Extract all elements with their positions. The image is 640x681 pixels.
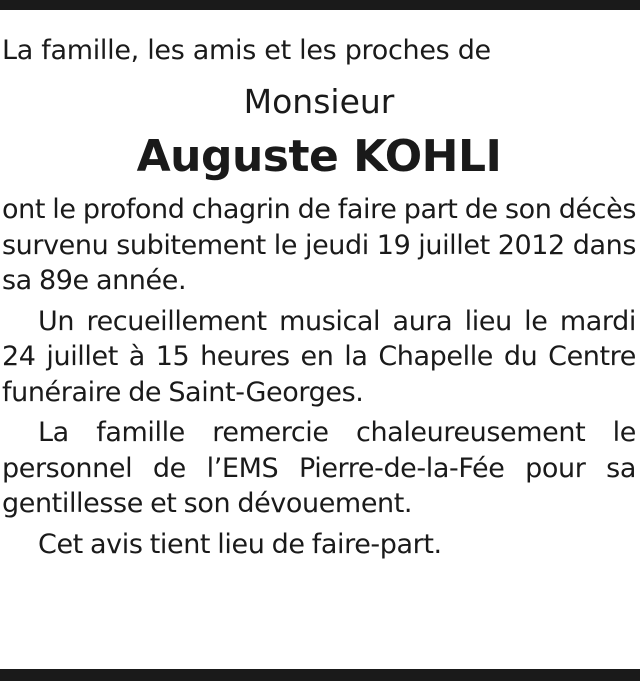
notice-honorific: Monsieur [243, 82, 395, 121]
top-border-rule [0, 0, 640, 10]
death-notice [2, 26, 636, 562]
bottom-border-rule [0, 669, 640, 681]
deceased-name: Auguste KOHLI [136, 131, 502, 182]
notice-intro: La famille, les amis et les proches de [2, 35, 491, 66]
notice-paragraph-thanks: La famille remercie chaleureusement le personnel de l’EMS Pierre-de-la-Fée pour sa gentillesse et son dévouement. [2, 417, 636, 519]
notice-paragraph-announcement: ont le profond chagrin de faire part de son décès survenu subitement le jeudi 19 juillet 2012 dans sa 89e année. [2, 194, 636, 296]
notice-paragraph-closing: Cet avis tient lieu de faire-part. [38, 528, 442, 560]
notice-paragraph-ceremony: Un recueillement musical aura lieu le mardi 24 juillet à 15 heures en la Chapelle du Centre funéraire de Saint-Georges. [2, 305, 636, 408]
